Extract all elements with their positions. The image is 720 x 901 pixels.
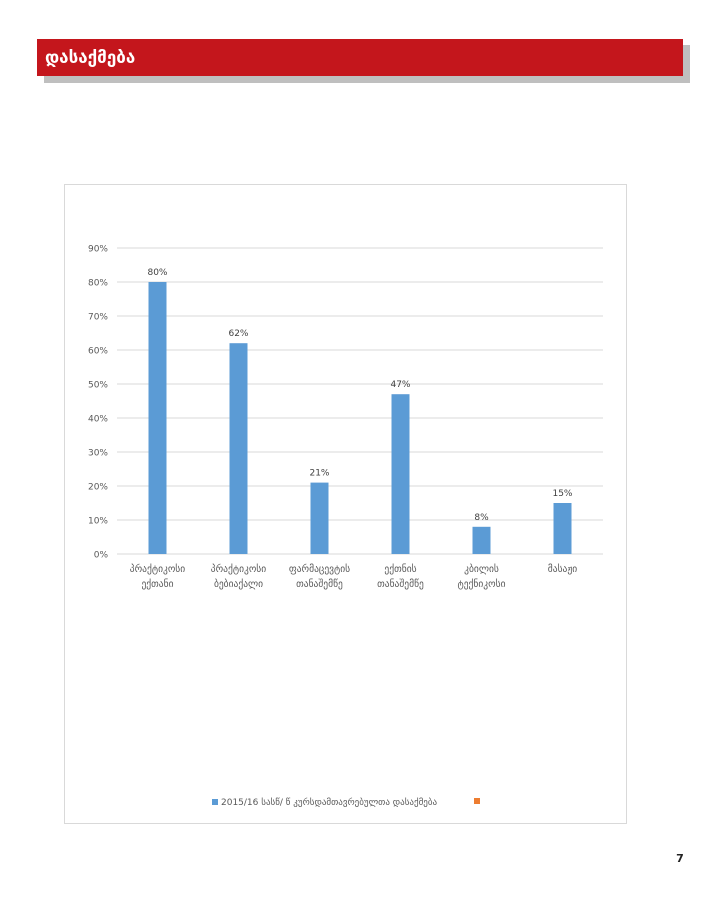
- employment-bar-chart: [65, 185, 626, 823]
- page-number: 7: [676, 852, 684, 865]
- x-category-label: ექთნის: [384, 564, 417, 575]
- legend-swatch-series-2: [474, 798, 480, 804]
- y-tick-label: 90%: [87, 244, 108, 255]
- x-category-label: ტექნიკოსი: [457, 579, 506, 590]
- x-category-label: ბებიაქალი: [213, 579, 264, 590]
- x-category-label: ფარმაცევტის: [288, 564, 351, 575]
- bar: [392, 394, 410, 554]
- y-tick-label: 60%: [87, 346, 108, 357]
- bar: [311, 483, 329, 554]
- x-category-label: პრაქტიკოსი: [129, 564, 186, 575]
- bar: [230, 343, 248, 554]
- page-title-banner: [37, 39, 683, 76]
- y-axis-tick-labels: [88, 245, 108, 561]
- y-tick-label: 0%: [93, 550, 108, 561]
- x-category-label: თანაშემწე: [296, 579, 343, 590]
- gridlines: [117, 248, 603, 554]
- data-label: 47%: [390, 380, 411, 391]
- y-tick-label: 40%: [87, 414, 108, 425]
- x-category-label: მასაჟი: [547, 564, 578, 575]
- x-category-label: თანაშემწე: [377, 579, 424, 590]
- y-tick-label: 70%: [87, 312, 108, 323]
- data-label: 62%: [228, 329, 249, 340]
- legend: [212, 797, 480, 808]
- y-tick-label: 20%: [87, 482, 108, 493]
- data-label: 80%: [147, 268, 168, 278]
- x-category-label: ექთანი: [141, 579, 174, 590]
- y-tick-label: 80%: [87, 278, 108, 289]
- bar: [473, 527, 491, 554]
- y-tick-label: 10%: [87, 516, 108, 527]
- data-label: 21%: [309, 468, 330, 479]
- y-tick-label: 30%: [87, 448, 108, 459]
- data-labels: [147, 268, 572, 523]
- chart-frame: [64, 184, 627, 824]
- page-title: დასაქმება: [45, 47, 136, 68]
- x-category-label: პრაქტიკოსი: [210, 564, 267, 575]
- bar: [149, 282, 167, 554]
- x-category-label: კბილის: [464, 564, 499, 575]
- y-tick-label: 50%: [87, 380, 108, 391]
- x-axis-category-labels: [130, 564, 577, 590]
- data-label: 15%: [552, 489, 573, 499]
- legend-label-series-1: 2015/16 სასწ/ წ კურსდამთავრებულთა დასაქმება: [221, 798, 438, 808]
- legend-swatch-series-1: [212, 799, 218, 805]
- bar: [554, 503, 572, 554]
- data-label: 8%: [474, 512, 489, 523]
